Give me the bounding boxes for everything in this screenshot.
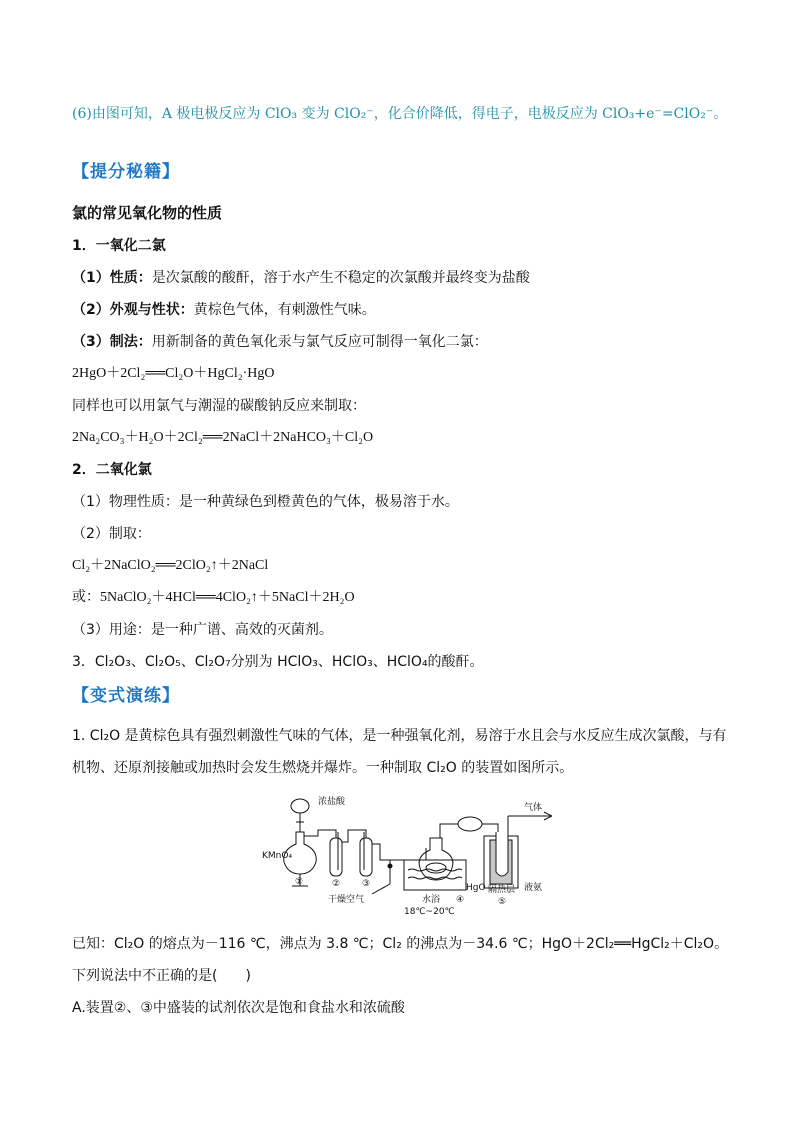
wash-bottle-2	[330, 838, 342, 876]
s2-equation-1: Cl₂＋2NaClO₂══2ClO₂↑＋2NaCl	[72, 558, 269, 573]
s1-equation-1: 2HgO＋2Cl₂══Cl₂O＋HgCl₂·HgO	[72, 366, 275, 381]
fig-label-temp: 18℃~20℃	[404, 907, 455, 917]
fig-number-4: ④	[456, 895, 465, 905]
s3-line: 3．Cl₂O₃、Cl₂O₅、Cl₂O₇分别为 HClO₃、HClO₃、HClO₄的酸酐。	[72, 654, 484, 670]
s1-p1-label: （1）性质：	[72, 270, 152, 286]
flask-4	[419, 838, 453, 880]
fig-label-water-bath: 水浴	[422, 895, 441, 905]
fig-number-1: ①	[295, 877, 304, 887]
s1-p4: 同样也可以用氯气与潮湿的碳酸钠反应来制取：	[72, 398, 366, 414]
valve	[388, 864, 392, 868]
s1-property	[72, 268, 732, 288]
fig-label-kmno4: KMnO₄	[262, 851, 293, 861]
apparatus-figure	[262, 788, 552, 920]
fig-label-liquid-ammonia: 液氨	[524, 883, 543, 893]
wash-bottle-3	[360, 838, 372, 876]
s1-appearance	[72, 300, 732, 320]
s2-use: （3）用途：是一种广谱、高效的灭菌剂。	[72, 622, 333, 638]
s1-heading: 1．一氧化二氯	[72, 238, 166, 254]
s2-equation-2: 或：5NaClO₂＋4HCl══4ClO₂↑＋5NaCl＋2H₂O	[72, 590, 355, 605]
s1-p1-text: 是次氯酸的酸酐，溶于水产生不稳定的次氯酸并最终变为盐酸	[151, 270, 530, 286]
section-title-practice: 【变式演练】	[72, 686, 180, 706]
fig-number-5: ⑤	[498, 897, 507, 907]
s2-heading: 2．二氧化氯	[72, 462, 152, 478]
q1-stem-line1: 1. Cl₂O 是黄棕色具有强烈刺激性气味的气体，是一种强氧化剂，易溶于水且会与水反应生成次氯酸，与有	[72, 728, 727, 744]
q1-ask: 下列说法中不正确的是( )	[72, 968, 251, 984]
fig-number-3: ③	[362, 879, 371, 889]
fig-label-insulation: 隔热层	[488, 885, 516, 895]
s2-prep: （2）制取：	[72, 526, 151, 542]
fig-label-dry-air: 干燥空气	[328, 895, 365, 905]
s1-p3-label: （3）制法：	[72, 334, 152, 350]
q1-known: 已知：Cl₂O 的熔点为－116 ℃，沸点为 3.8 ℃；Cl₂ 的沸点为－34.6 ℃；HgO＋2Cl₂══HgCl₂＋Cl₂O。	[72, 936, 729, 952]
s1-preparation	[72, 332, 732, 352]
s1-p3-text: 用新制备的黄色氧化汞与氯气反应可制得一氧化二氯：	[151, 334, 488, 350]
s1-equation-2: 2Na₂CO₃＋H₂O＋2Cl₂══2NaCl＋2NaHCO₃＋Cl₂O	[72, 430, 374, 445]
fig-label-gas: 气体	[524, 803, 543, 813]
section-title-tips: 【提分秘籍】	[72, 162, 180, 182]
intro-line: (6)由图可知，A 极电极反应为 ClO₃ 变为 ClO₂⁻，化合价降低，得电子，电极反应为 ClO₃+e⁻=ClO₂⁻。	[72, 106, 728, 122]
s1-p2-label: （2）外观与性状：	[72, 302, 194, 318]
fig-number-2: ②	[332, 879, 341, 889]
fig-label-acid: 浓盐酸	[318, 797, 346, 807]
s1-p2-text: 黄棕色气体，有刺激性气味。	[193, 302, 376, 318]
q1-option-a[interactable]: A.装置②、③中盛装的试剂依次是饱和食盐水和浓硫酸	[72, 1000, 405, 1016]
q1-stem-line2: 机物、还原剂接触或加热时会发生燃烧并爆炸。一种制取 Cl₂O 的装置如图所示。	[72, 760, 574, 776]
water-bath	[404, 860, 466, 890]
s2-physical: （1）物理性质：是一种黄绿色到橙黄色的气体，极易溶于水。	[72, 494, 459, 510]
balloon	[458, 817, 482, 831]
fig-label-hgo: HgO	[466, 883, 486, 893]
separatory-funnel	[291, 799, 309, 813]
topic-title: 氯的常见氧化物的性质	[72, 204, 223, 222]
